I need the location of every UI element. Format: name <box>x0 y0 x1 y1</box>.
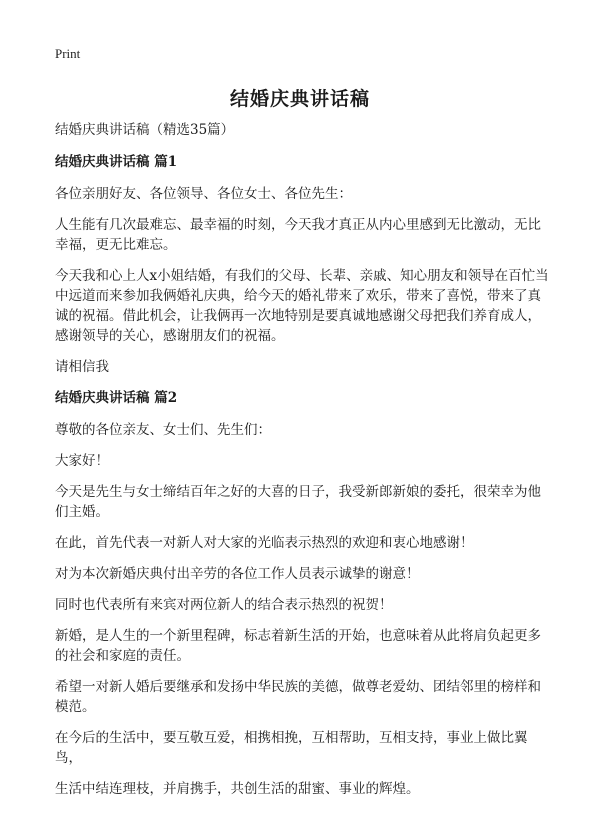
paragraph: 各位亲朋好友、各位领导、各位女士、各位先生： <box>55 186 352 202</box>
paragraph: 生活中结连理枝，并肩携手，共创生活的甜蜜、事业的辉煌。 <box>55 781 420 797</box>
section-heading: 结婚庆典讲话稿 篇2 <box>55 390 178 406</box>
section-heading: 结婚庆典讲话稿 篇1 <box>55 154 178 170</box>
document-body <box>55 120 553 810</box>
page-title: 结婚庆典讲话稿 <box>229 88 370 110</box>
paragraph: 人生能有几次最难忘、最幸福的时刻，今天我才真正从内心里感到无比激动，无比幸福，更无比难忘。 <box>55 217 541 253</box>
paragraph: 大家好！ <box>55 453 109 469</box>
paragraph: 希望一对新人婚后要继承和发扬中华民族的美德，做尊老爱幼、团结邻里的榜样和模范。 <box>55 679 541 715</box>
paragraph: 同时也代表所有来宾对两位新人的结合表示热烈的祝贺！ <box>55 597 393 613</box>
paragraph: 请相信我 <box>55 359 109 375</box>
section-2 <box>55 388 553 799</box>
paragraph: 在今后的生活中，要互敬互爱，相携相挽，互相帮助，互相支持，事业上做比翼鸟， <box>55 730 528 766</box>
paragraph: 新婚，是人生的一个新里程碑，标志着新生活的开始，也意味着从此将肩负起更多的社会和家庭的责任。 <box>55 628 541 664</box>
section-1 <box>55 152 553 377</box>
paragraph: 今天我和心上人x小姐结婚，有我们的父母、长辈、亲戚、知心朋友和领导在百忙当中远道而来参加我俩婚礼庆典，给今天的婚礼带来了欢乐，带来了喜悦，带来了真诚的祝福。借此机会，让我俩再一次地特别是要真诚地感谢父母把我们养育成人，感谢领导的关心，感谢朋友们的祝福。 <box>55 268 549 344</box>
paragraph: 在此，首先代表一对新人对大家的光临表示热烈的欢迎和衷心地感谢！ <box>55 535 474 551</box>
document-subtitle: 结婚庆典讲话稿（精选35篇） <box>55 122 235 138</box>
paragraph: 对为本次新婚庆典付出辛劳的各位工作人员表示诚挚的谢意！ <box>55 566 420 582</box>
print-link[interactable]: Print <box>55 46 81 61</box>
paragraph: 今天是先生与女士缔结百年之好的大喜的日子，我受新郎新娘的委托，很荣幸为他们主婚。 <box>55 484 541 520</box>
paragraph: 尊敬的各位亲友、女士们、先生们： <box>55 422 271 438</box>
